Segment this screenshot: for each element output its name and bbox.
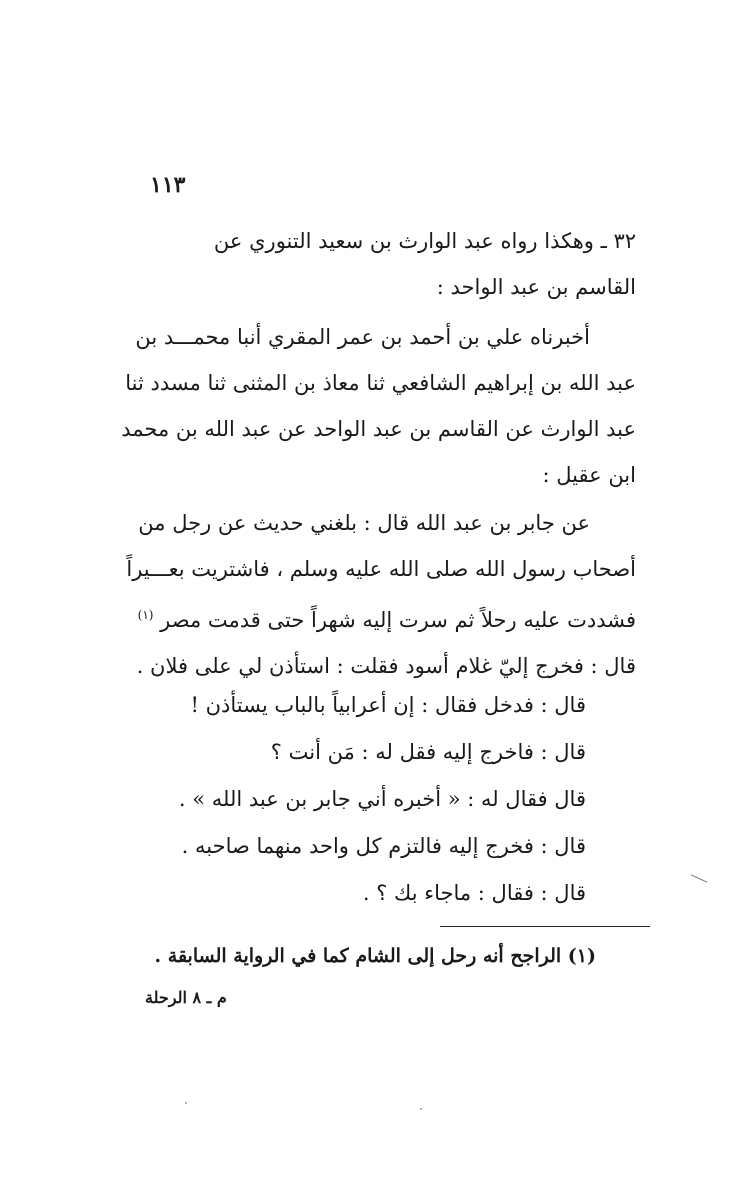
dialogue-line: قال : فاخرج إليه فقل له : مَن أنت ؟: [270, 740, 586, 764]
paragraph-matn: [126, 500, 636, 689]
text-line: ابن عقيل :: [542, 463, 636, 487]
dialogue-line: قال فقال له : « أخبره أني جابر بن عبد الله » .: [178, 787, 586, 811]
dialogue-line: قال : فدخل فقال : إن أعرابياً بالباب يستأذن !: [190, 693, 586, 717]
text-line: عبد الوارث عن القاسم بن عبد الواحد عن عبد الله بن محمد: [121, 417, 636, 441]
dialogue-line: قال : فخرج إليه فالتزم كل واحد منهما صاحبه .: [181, 834, 586, 858]
page-number: ١١٣: [150, 172, 186, 198]
text-line: أصحاب رسول الله صلى الله عليه وسلم ، فاشتريت بعـــيراً: [126, 557, 636, 581]
text-line: ٣٢ ـ وهكذا رواه عبد الوارث بن سعيد التنوري عن: [213, 229, 636, 253]
text-line: أخبرناه علي بن أحمد بن عمر المقري أنبا محمـــد بن: [135, 325, 590, 349]
paper-speck: [691, 874, 708, 883]
paper-speck: [420, 1108, 422, 1110]
text-line: عن جابر بن عبد الله قال : بلغني حديث عن رجل من: [138, 511, 590, 535]
footnote-divider: [440, 926, 650, 927]
text-line: [137, 592, 636, 643]
footnote: (١) الراجح أنه رحل إلى الشام كما في الرواية السابقة .: [154, 945, 596, 967]
text-line: عبد الله بن إبراهيم الشافعي ثنا معاذ بن المثنى ثنا مسدد ثنا: [125, 371, 636, 395]
text-line: القاسم بن عبد الواحد :: [436, 275, 636, 299]
dialogue-line: قال : فقال : ماجاء بك ؟ .: [362, 881, 586, 905]
paragraph-hadith-intro: [141, 218, 636, 310]
text-line-content: فشددت عليه رحلاً ثم سرت إليه شهراً حتى قدمت مصر: [160, 608, 636, 632]
paragraph-isnad: [121, 314, 636, 498]
paper-speck: [185, 1102, 187, 1104]
footnote-marker: (١): [137, 608, 154, 622]
dialogue-block: [146, 682, 586, 917]
signature-mark: م ـ ٨ الرحلة: [145, 988, 227, 1007]
text-line: قال : فخرج إليّ غلام أسود فقلت : استأذن لي على فلان .: [136, 654, 636, 678]
